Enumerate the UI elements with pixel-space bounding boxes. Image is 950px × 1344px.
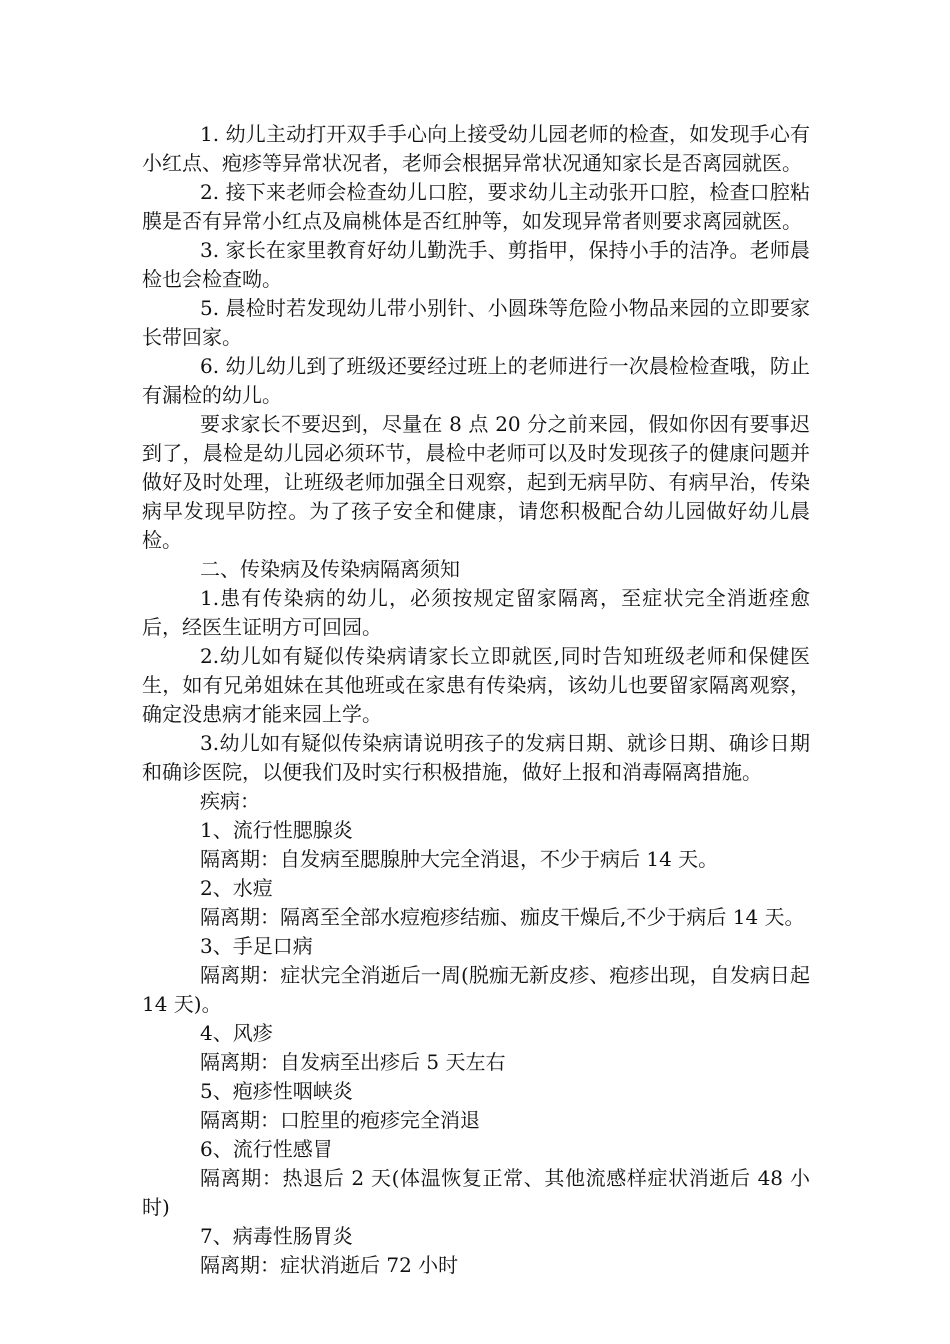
disease-title: 4、风疹 (200, 1021, 273, 1045)
disease-isolation: 隔离期：症状完全消逝后一周(脱痂无新皮疹、疱疹出现，自发病日起 14 天)。 (142, 963, 810, 1016)
disease-isolation: 隔离期：症状消逝后 72 小时 (200, 1253, 459, 1277)
disease-isolation: 隔离期：热退后 2 天(体温恢复正常、其他流感样症状消逝后 48 小时) (142, 1166, 810, 1219)
paragraph-isolation-rule-3: 3.幼儿如有疑似传染病请说明孩子的发病日期、就诊日期、确诊日期和确诊医院，以便我们及时实行积极措施，做好上报和消毒隔离措施。 (142, 731, 810, 784)
paragraph-check-mouth: 2. 接下来老师会检查幼儿口腔，要求幼儿主动张开口腔，检查口腔粘膜是否有异常小红点及扁桃体是否红肿等，如发现异常者则要求离园就医。 (142, 180, 810, 233)
disease-isolation: 隔离期：自发病至腮腺肿大完全消退，不少于病后 14 天。 (200, 847, 719, 871)
disease-isolation: 隔离期：口腔里的疱疹完全消退 (200, 1108, 480, 1132)
disease-title: 1、流行性腮腺炎 (200, 818, 353, 842)
paragraph-isolation-rule-1: 1.患有传染病的幼儿，必须按规定留家隔离，至症状完全消逝痊愈后，经医生证明方可回园。 (142, 586, 810, 639)
paragraph-check-hands: 1. 幼儿主动打开双手手心向上接受幼儿园老师的检查，如发现手心有小红点、疱疹等异常状况者，老师会根据异常状况通知家长是否离园就医。 (142, 122, 810, 175)
disease-title: 7、病毒性肠胃炎 (200, 1224, 353, 1248)
document-body (142, 120, 810, 1280)
disease-title: 5、疱疹性咽峡炎 (200, 1079, 353, 1103)
disease-isolation: 隔离期：自发病至出疹后 5 天左右 (200, 1050, 506, 1074)
paragraph-class-check: 6. 幼儿幼儿到了班级还要经过班上的老师进行一次晨检检查哦，防止有漏检的幼儿。 (142, 354, 810, 407)
paragraph-no-late: 要求家长不要迟到，尽量在 8 点 20 分之前来园，假如你因有要事迟到了，晨检是幼儿园必须环节，晨检中老师可以及时发现孩子的健康问题并做好及时处理，让班级老师加强全日观察，起到无病早防、有病早治，传染病早发现早防控。为了孩子安全和健康，请您积极配合幼儿园做好幼儿晨检。 (142, 412, 810, 552)
label-diseases: 疾病： (200, 789, 260, 813)
paragraph-wash-hands: 3. 家长在家里教育好幼儿勤洗手、剪指甲，保持小手的洁净。老师晨检也会检查呦。 (142, 238, 810, 291)
section-heading-infectious: 二、传染病及传染病隔离须知 (200, 557, 460, 581)
disease-title: 3、手足口病 (200, 934, 313, 958)
paragraph-isolation-rule-2: 2.幼儿如有疑似传染病请家长立即就医,同时告知班级老师和保健医生，如有兄弟姐妹在其他班或在家患有传染病，该幼儿也要留家隔离观察，确定没患病才能来园上学。 (142, 644, 810, 726)
paragraph-dangerous-items: 5. 晨检时若发现幼儿带小别针、小圆珠等危险小物品来园的立即要家长带回家。 (142, 296, 810, 349)
disease-isolation: 隔离期：隔离至全部水痘疱疹结痂、痂皮干燥后,不少于病后 14 天。 (200, 905, 805, 929)
disease-title: 6、流行性感冒 (200, 1137, 333, 1161)
disease-title: 2、水痘 (200, 876, 273, 900)
